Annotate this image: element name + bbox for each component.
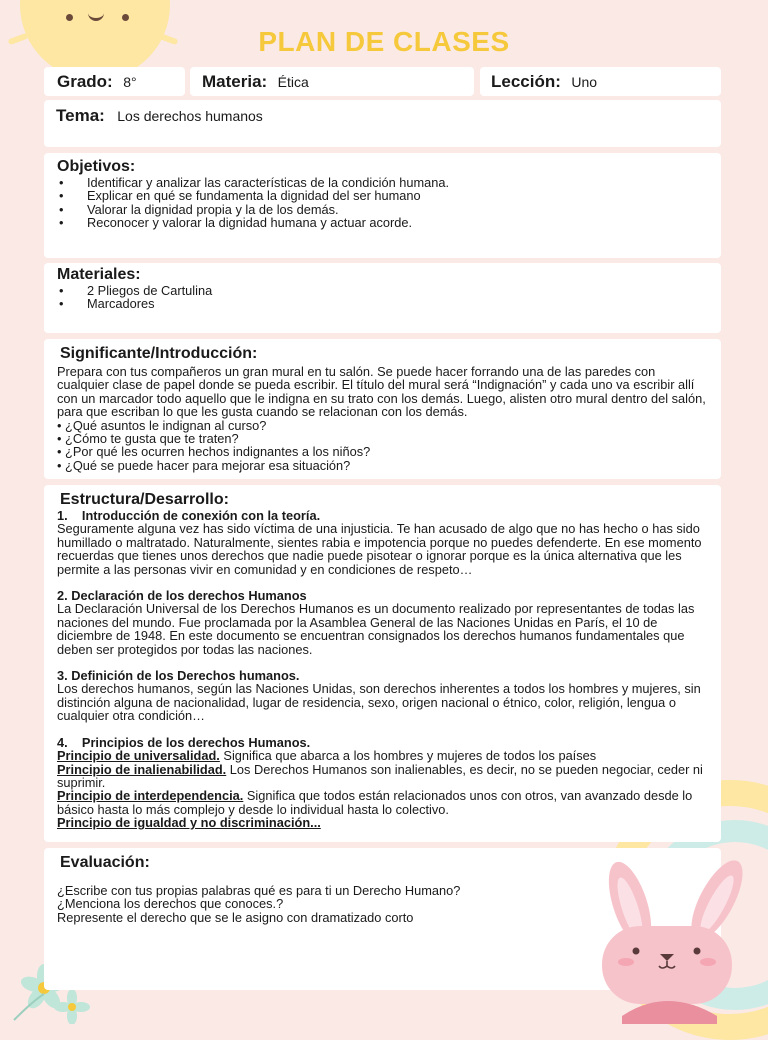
sun-eye-right bbox=[122, 14, 129, 21]
leccion-card bbox=[480, 67, 721, 96]
introduccion-card bbox=[44, 339, 721, 479]
principle-text: Significa que todos están relacionados unos con otros, van avanzado desde lo básico hasta lo más complejo y desde lo individual hasta lo colectivo. bbox=[57, 788, 693, 817]
principle-text: Los Derechos Humanos son inalienables, es decir, no se pueden negociar, ceder ni suprimir. bbox=[57, 761, 703, 790]
introduccion-paragraph: Prepara con tus compañeros un gran mural en tu salón. Se puede hacer forrando una de las paredes con cualquier clase de papel donde se pueda escribir. El título del mural será “Indignación” y cada uno va escribir allí con un marcador todo aquello que le indigna en su trato con los demás. Luego, alisten otro mural dentro del salón, para que escriban lo que les gusta cuando se relacionan con los demás. bbox=[57, 364, 706, 420]
principle-label: Principio de igualdad y no discriminación... bbox=[57, 815, 321, 831]
principle-interdependencia bbox=[57, 789, 711, 816]
leccion-label: Lección: bbox=[491, 72, 561, 91]
section-4-heading bbox=[57, 736, 711, 749]
desarrollo-title: Estructura/Desarrollo: bbox=[60, 491, 229, 508]
page-title: PLAN DE CLASES bbox=[258, 26, 510, 57]
grado-card bbox=[44, 67, 185, 96]
section-4-title: Principios de los derechos Humanos. bbox=[81, 734, 311, 750]
section-4-number: 4. bbox=[57, 734, 68, 750]
leccion-value: Uno bbox=[571, 74, 598, 90]
question-item: • ¿Cómo te gusta que te traten? bbox=[57, 431, 239, 447]
question-item: • ¿Por qué les ocurren hechos indignantes a los niños? bbox=[57, 444, 371, 460]
grado-label: Grado: bbox=[57, 72, 113, 91]
question-item: • ¿Qué se puede hacer para mejorar esa situación? bbox=[57, 457, 351, 473]
objetivos-title: Objetivos: bbox=[57, 158, 136, 175]
objetivos-list bbox=[57, 176, 721, 230]
principle-label: Principio de inalienabilidad. bbox=[57, 761, 227, 777]
materiales-list bbox=[57, 284, 721, 311]
principle-label: Principio de interdependencia. bbox=[57, 788, 244, 804]
list-item: • Marcadores bbox=[57, 297, 721, 310]
section-2-title: 2. Declaración de los derechos Humanos bbox=[57, 588, 307, 604]
materia-value: Ética bbox=[277, 74, 309, 90]
section-1-title: Introducción de conexión con la teoría. bbox=[81, 508, 321, 523]
sun-mouth bbox=[88, 10, 104, 21]
question-item: • ¿Qué asuntos le indignan al curso? bbox=[57, 417, 267, 433]
tema-card bbox=[44, 100, 721, 147]
materia-label: Materia: bbox=[202, 72, 268, 91]
desarrollo-card bbox=[44, 485, 721, 842]
section-1-number: 1. bbox=[57, 508, 68, 523]
list-item: • Identificar y analizar las características de la condición humana. bbox=[57, 176, 721, 189]
section-3-text: Los derechos humanos, según las Naciones Unidas, son derechos inherentes a todos los hombres y mujeres, sin distinción alguna de nacionalidad, lugar de residencia, sexo, origen nacional o étnico, color, religión, lengua o cualquier otra condición… bbox=[57, 681, 701, 724]
principle-text: Significa que abarca a los hombres y mujeres de todos los países bbox=[219, 748, 597, 764]
principle-label: Principio de universalidad. bbox=[57, 748, 220, 764]
bunny-illustration bbox=[592, 856, 762, 1024]
tema-label: Tema: bbox=[56, 106, 105, 125]
introduccion-title: Significante/Introducción: bbox=[60, 345, 258, 362]
principle-universalidad bbox=[57, 749, 711, 762]
tema-value: Los derechos humanos bbox=[117, 108, 263, 124]
section-1-heading bbox=[57, 509, 711, 522]
evaluacion-title: Evaluación: bbox=[60, 854, 150, 871]
materiales-card bbox=[44, 263, 721, 333]
materia-card bbox=[190, 67, 474, 96]
objetivos-card bbox=[44, 153, 721, 258]
section-1-text: Seguramente alguna vez has sido víctima de una injusticia. Te han acusado de algo que no has hecho o has sido humillado o maltratado. Naturalmente, sientes rabia e impotencia porque no puedes defenderte. En ese momento recuerdas que tienes unos derechos que nadie puede pisotear o ignorar porque es la única alternativa que les permite a las personas vivir en comunidad y en condiciones de respeto… bbox=[57, 521, 702, 577]
evaluacion-line: ¿Escribe con tus propias palabras qué es para ti un Derecho Humano? bbox=[57, 883, 461, 898]
principle-inalienabilidad bbox=[57, 763, 711, 790]
section-3-title: 3. Definición de los Derechos humanos. bbox=[57, 668, 300, 684]
sun-eye-left bbox=[66, 14, 73, 21]
section-2-text: La Declaración Universal de los Derechos Humanos es un documento realizado por representantes de todas las naciones del mundo. Fue proclamada por la Asamblea General de las Naciones Unidas en París, el 10 de diciembre de 1948. En este documento se encuentran consignados los derechos humanos fundamentales que deben ser protegidos por todas las naciones. bbox=[57, 601, 695, 657]
principle-igualdad bbox=[57, 816, 711, 829]
list-item: • Reconocer y valorar la dignidad humana y actuar acorde. bbox=[57, 216, 721, 229]
evaluacion-line: Represente el derecho que se le asigno con dramatizado corto bbox=[57, 909, 414, 925]
materiales-title: Materiales: bbox=[57, 266, 141, 283]
evaluacion-line: ¿Menciona los derechos que conoces.? bbox=[57, 896, 284, 912]
list-item: • Explicar en qué se fundamenta la dignidad del ser humano bbox=[57, 189, 721, 202]
list-item: • 2 Pliegos de Cartulina bbox=[57, 284, 721, 297]
list-item: • Valorar la dignidad propia y la de los demás. bbox=[57, 203, 721, 216]
grado-value: 8° bbox=[123, 74, 137, 90]
